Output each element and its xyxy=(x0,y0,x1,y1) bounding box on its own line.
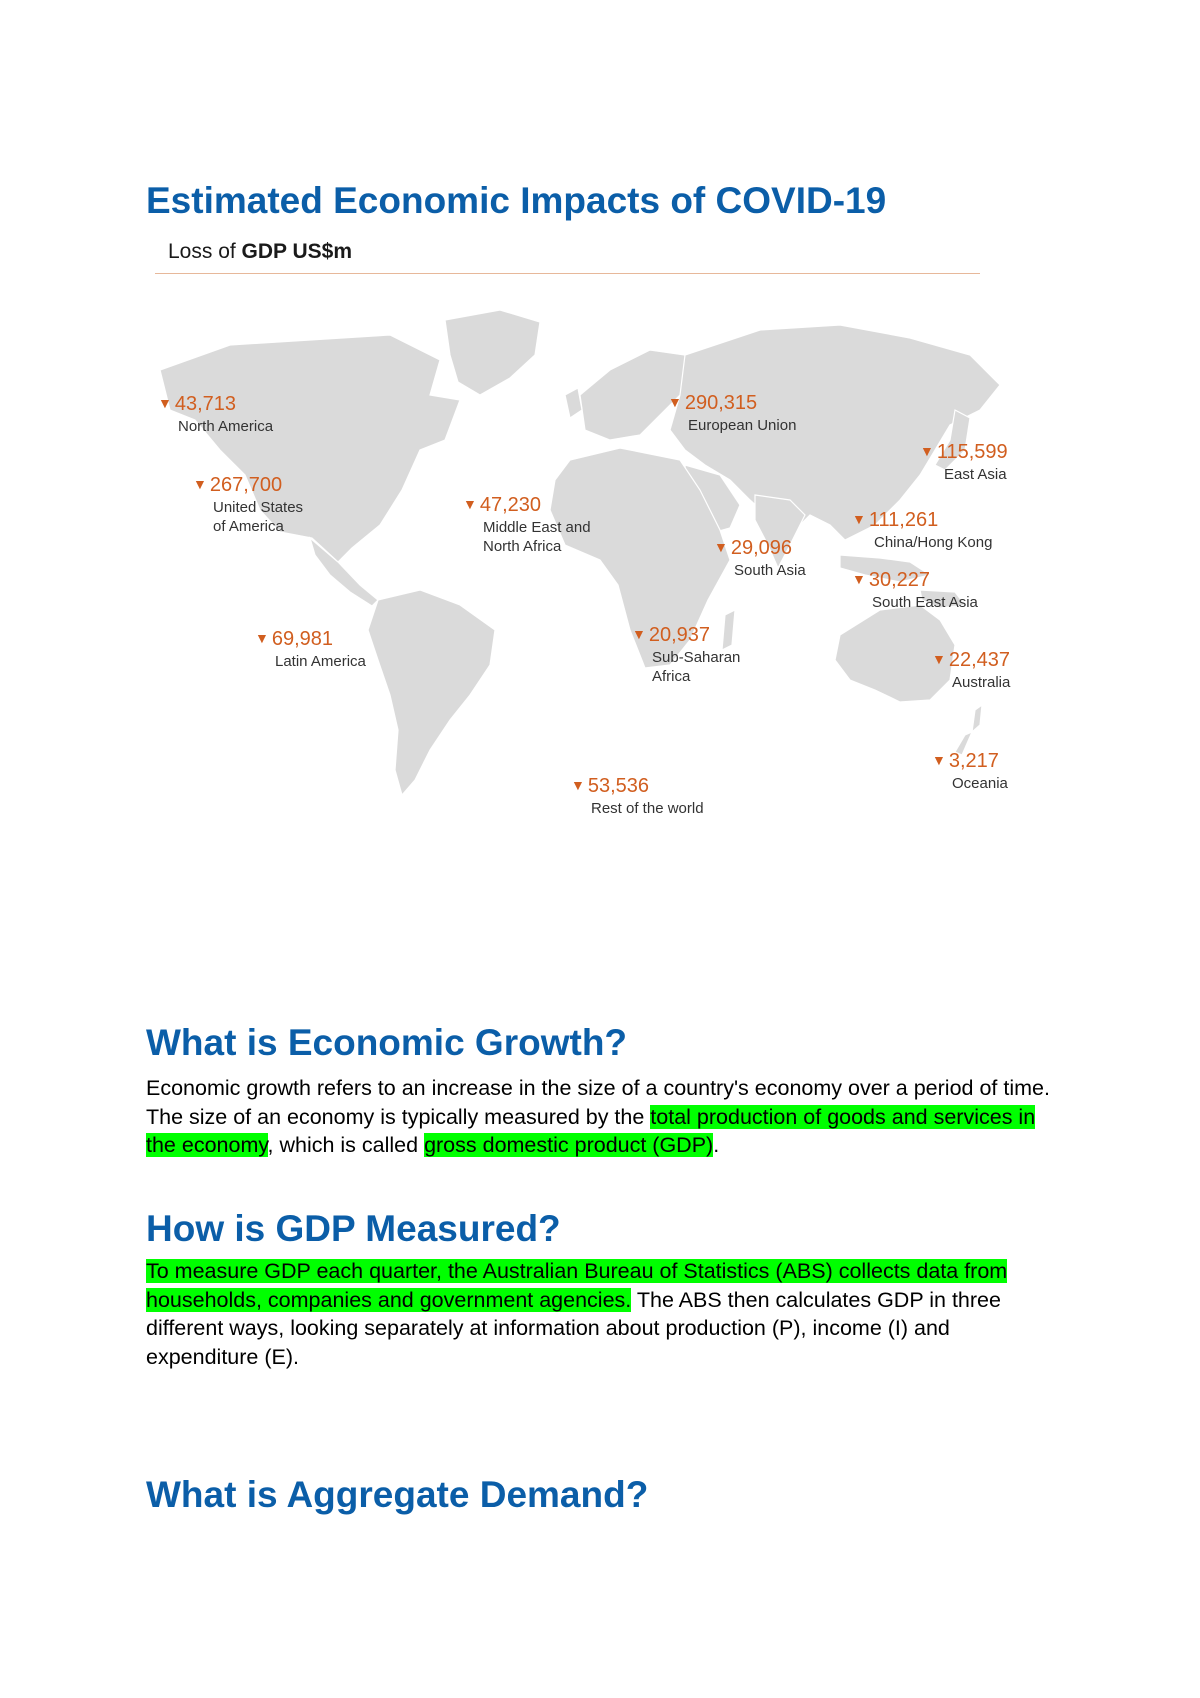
map-subtitle xyxy=(168,240,352,264)
value-china-hong-kong xyxy=(852,508,992,533)
label-south-east-asia xyxy=(852,568,978,612)
down-triangle-icon: ▼ xyxy=(255,630,269,646)
text-run: Economic growth refers to an increase in the size of a country's economy over a period of time. The size of an economy is typically measured by the xyxy=(146,1076,1050,1129)
down-triangle-icon: ▼ xyxy=(920,443,934,459)
value-text: 53,536 xyxy=(587,775,650,797)
region-name: Middle East and xyxy=(483,519,591,536)
region-name: South East Asia xyxy=(872,594,978,611)
value-text: 111,261 xyxy=(868,509,939,531)
value-east-asia xyxy=(920,440,1008,465)
label-china-hong-kong xyxy=(852,508,992,552)
value-text: 29,096 xyxy=(730,537,793,559)
heading-aggregate-demand: What is Aggregate Demand? xyxy=(146,1474,649,1515)
value-text: 43,713 xyxy=(174,393,237,415)
label-latin-america xyxy=(255,627,366,671)
paragraph-economic-growth xyxy=(146,1074,1066,1160)
region-name: Oceania xyxy=(952,775,1008,792)
label-european-union xyxy=(668,391,796,435)
value-text: 20,937 xyxy=(648,624,711,646)
label-rest-of-world xyxy=(571,774,704,818)
down-triangle-icon: ▼ xyxy=(714,539,728,555)
down-triangle-icon: ▼ xyxy=(852,511,866,527)
value-text: 30,227 xyxy=(868,569,931,591)
page-title: Estimated Economic Impacts of COVID-19 xyxy=(146,180,887,221)
region-name: South Asia xyxy=(734,562,806,579)
heading-economic-growth: What is Economic Growth? xyxy=(146,1022,628,1063)
paragraph-gdp-measured xyxy=(146,1257,1066,1371)
down-triangle-icon: ▼ xyxy=(668,394,682,410)
greenland-shape xyxy=(445,310,540,395)
value-south-east-asia xyxy=(852,568,978,593)
text-run: The ABS then calculates GDP in three different ways, looking separately at information about production (P), income (I) and expenditure (E). xyxy=(146,1287,1001,1369)
region-name: East Asia xyxy=(944,466,1007,483)
value-middle-east xyxy=(463,493,591,518)
region-name: North America xyxy=(178,418,274,435)
map-subtitle-bold: GDP US$m xyxy=(241,240,353,263)
value-south-asia xyxy=(714,536,806,561)
map-subtitle-plain: Loss of xyxy=(168,240,242,263)
value-text: 115,599 xyxy=(936,441,1008,463)
region-name: Sub-Saharan xyxy=(652,649,741,666)
down-triangle-icon: ▼ xyxy=(852,571,866,587)
value-oceania xyxy=(932,749,1008,774)
down-triangle-icon: ▼ xyxy=(571,777,585,793)
region-name-line2: Africa xyxy=(652,668,691,685)
region-name: European Union xyxy=(688,417,797,434)
new-zealand-shape xyxy=(972,705,982,732)
down-triangle-icon: ▼ xyxy=(932,651,946,667)
label-south-asia xyxy=(714,536,806,580)
south-america-shape xyxy=(368,590,495,795)
heading-gdp-measured: How is GDP Measured? xyxy=(146,1208,561,1249)
label-east-asia xyxy=(920,440,1008,484)
down-triangle-icon: ▼ xyxy=(193,476,207,492)
down-triangle-icon: ▼ xyxy=(158,395,172,411)
region-name: Rest of the world xyxy=(591,800,704,817)
value-australia xyxy=(932,648,1010,673)
label-sub-saharan-africa xyxy=(632,623,740,686)
highlighted-text: gross domestic product (GDP) xyxy=(424,1133,714,1157)
region-name: United States xyxy=(213,499,304,516)
region-name: China/Hong Kong xyxy=(874,534,993,551)
value-text: 290,315 xyxy=(684,392,758,414)
label-middle-east xyxy=(463,493,591,556)
uk-shape xyxy=(565,388,582,418)
region-name-line2: North Africa xyxy=(483,538,562,555)
highlighted-text: To measure GDP each quarter, the Australian Bureau of Statistics (ABS) collects data from households, companies and government agencies. xyxy=(146,1259,1008,1312)
down-triangle-icon: ▼ xyxy=(463,496,477,512)
text-run: , which is called xyxy=(267,1133,425,1157)
value-text: 22,437 xyxy=(948,649,1011,671)
label-united-states xyxy=(193,473,303,536)
map-divider xyxy=(155,273,980,274)
value-text: 47,230 xyxy=(479,494,542,516)
label-australia xyxy=(932,648,1010,692)
label-oceania xyxy=(932,749,1008,793)
value-united-states xyxy=(193,473,303,498)
region-name: Latin America xyxy=(275,653,366,670)
value-text: 267,700 xyxy=(209,474,283,496)
down-triangle-icon: ▼ xyxy=(632,626,646,642)
value-sub-saharan-africa xyxy=(632,623,740,648)
value-text: 3,217 xyxy=(948,750,999,772)
value-north-america xyxy=(158,392,273,417)
region-name-line2: of America xyxy=(213,518,284,535)
down-triangle-icon: ▼ xyxy=(932,752,946,768)
value-text: 69,981 xyxy=(271,628,334,650)
value-european-union xyxy=(668,391,796,416)
label-north-america xyxy=(158,392,273,436)
value-rest-of-world xyxy=(571,774,704,799)
region-name: Australia xyxy=(952,674,1011,691)
highlighted-text: total production of goods and services in the economy xyxy=(146,1104,1036,1157)
text-run: . xyxy=(713,1133,720,1157)
value-latin-america xyxy=(255,627,366,652)
